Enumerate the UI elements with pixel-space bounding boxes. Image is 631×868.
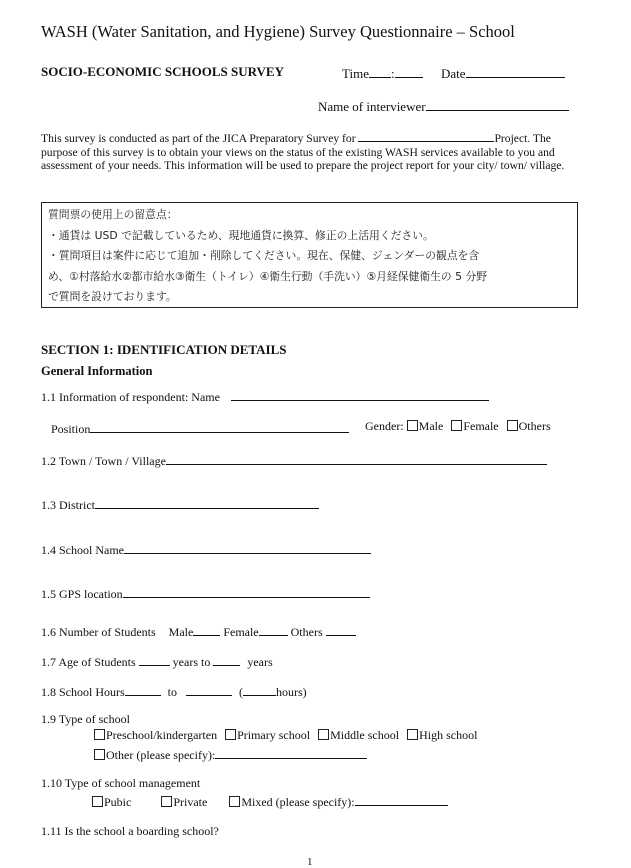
age-end: years (247, 655, 273, 669)
hours-mid: to (167, 685, 178, 699)
q1-4-school-name[interactable] (41, 540, 371, 558)
note-line: め、①村落給水②都市給水③衛生（トイレ）④衛生行動（手洗い）⑤月経保健衛生の 5 分野 (48, 269, 488, 283)
other-label: Other (please specify): (106, 748, 216, 762)
usage-notes-box (41, 202, 578, 308)
time-separator: : (390, 66, 395, 81)
checkbox[interactable] (318, 729, 329, 740)
q1-8-hours[interactable] (41, 682, 307, 700)
q1-1-name[interactable] (41, 387, 489, 405)
school-type-option[interactable]: High school (407, 728, 477, 742)
gender-field[interactable] (365, 419, 551, 434)
management-option[interactable]: Pubic (92, 795, 131, 809)
checkbox[interactable] (451, 420, 462, 431)
female-count-blank[interactable] (259, 622, 288, 636)
position-label: Position (51, 422, 91, 436)
q1-3-district[interactable] (41, 495, 319, 513)
town-blank[interactable] (166, 451, 547, 465)
district-blank[interactable] (95, 495, 319, 509)
q1-11-label: 1.11 Is the school a boarding school? (41, 824, 219, 838)
q1-6-label: 1.6 Number of Students (41, 625, 156, 639)
q1-10-label: 1.10 Type of school management (41, 776, 201, 790)
survey-name: SOCIO-ECONOMIC SCHOOLS SURVEY (41, 64, 284, 79)
age-from-blank[interactable] (139, 652, 170, 666)
checkbox[interactable] (161, 796, 172, 807)
time-label: Time (342, 66, 369, 81)
page-number: 1 (307, 856, 313, 868)
school-name-blank[interactable] (124, 540, 371, 554)
age-to-blank[interactable] (213, 652, 240, 666)
note-line: 質問票の使用上の留意点： (48, 208, 178, 221)
checkbox[interactable] (92, 796, 103, 807)
others-label: Others (290, 625, 323, 639)
note-line: で質問を設けております。 (48, 290, 177, 304)
q1-5-gps[interactable] (41, 584, 370, 602)
q1-8-label: 1.8 School Hours (41, 685, 125, 699)
interviewer-field[interactable] (318, 97, 569, 115)
mixed-specify-blank[interactable] (355, 792, 448, 806)
q1-3-label: 1.3 District (41, 498, 95, 512)
others-count-blank[interactable] (326, 622, 356, 636)
q1-4-label: 1.4 School Name (41, 543, 124, 557)
school-type-option[interactable]: Primary school (225, 728, 310, 742)
q1-6-students[interactable] (41, 622, 356, 640)
school-type-options[interactable] (94, 728, 477, 743)
age-mid: years to (172, 655, 211, 669)
male-count-blank[interactable] (193, 622, 220, 636)
date-label: Date (441, 66, 466, 81)
intro-paragraph (41, 128, 586, 173)
male-label: Male (168, 625, 194, 639)
interviewer-label: Name of interviewer (318, 99, 426, 114)
q1-7-age[interactable] (41, 652, 273, 670)
gender-option[interactable]: Others (507, 419, 551, 433)
hours-from-blank[interactable] (125, 682, 161, 696)
checkbox[interactable] (225, 729, 236, 740)
note-line: ・質問項目は案件に応じて追加・削除してください。現在、保健、ジェンダーの観点を含 (48, 249, 480, 263)
management-option[interactable]: Mixed (please specify): (229, 795, 354, 809)
q1-2-town[interactable] (41, 451, 547, 469)
school-type-other[interactable] (94, 745, 367, 763)
q1-1-position[interactable] (51, 419, 349, 437)
project-name-blank[interactable] (358, 128, 494, 142)
checkbox[interactable] (407, 729, 418, 740)
respondent-name-blank[interactable] (231, 387, 489, 401)
gender-option[interactable]: Male (407, 419, 444, 433)
checkbox[interactable] (94, 729, 105, 740)
time-field[interactable] (342, 64, 423, 82)
checkbox[interactable] (94, 749, 105, 760)
hours-to-blank[interactable] (186, 682, 232, 696)
section-title: SECTION 1: IDENTIFICATION DETAILS (41, 342, 287, 357)
position-blank[interactable] (90, 419, 349, 433)
school-type-option[interactable]: Preschool/kindergarten (94, 728, 217, 742)
q1-1-label: 1.1 Information of respondent: Name (41, 390, 220, 404)
hours-end: hours) (276, 685, 307, 699)
q1-5-label: 1.5 GPS location (41, 587, 123, 601)
intro-text-2: Project. The purpose of this survey is to obtain your views on the status of the existing WASH services available to you and assessment of your needs. This information will be used to prepare the project report for your city/ town/ village. (41, 132, 565, 173)
other-specify-blank[interactable] (215, 745, 367, 759)
gender-option[interactable]: Female (451, 419, 498, 433)
section-subtitle: General Information (41, 364, 153, 378)
checkbox[interactable] (507, 420, 518, 431)
gender-label: Gender: (365, 419, 404, 433)
q1-7-label: 1.7 Age of Students (41, 655, 136, 669)
management-options[interactable] (92, 792, 448, 810)
intro-text-1: This survey is conducted as part of the JICA Preparatory Survey for (41, 132, 356, 145)
note-line: ・通貨は USD で記載しているため、現地通貨に換算、修正の上活用ください。 (48, 228, 434, 242)
management-option[interactable]: Private (161, 795, 207, 809)
school-type-option[interactable]: Middle school (318, 728, 399, 742)
document-title: WASH (Water Sanitation, and Hygiene) Survey Questionnaire – School (41, 22, 515, 41)
q1-2-label: 1.2 Town / Town / Village (41, 454, 166, 468)
hours-open: ( (239, 685, 244, 699)
checkbox[interactable] (229, 796, 240, 807)
date-field[interactable] (441, 64, 565, 82)
gps-blank[interactable] (123, 584, 370, 598)
female-label: Female (223, 625, 259, 639)
q1-9-label: 1.9 Type of school (41, 712, 130, 726)
hours-total-blank[interactable] (243, 682, 276, 696)
checkbox[interactable] (407, 420, 418, 431)
